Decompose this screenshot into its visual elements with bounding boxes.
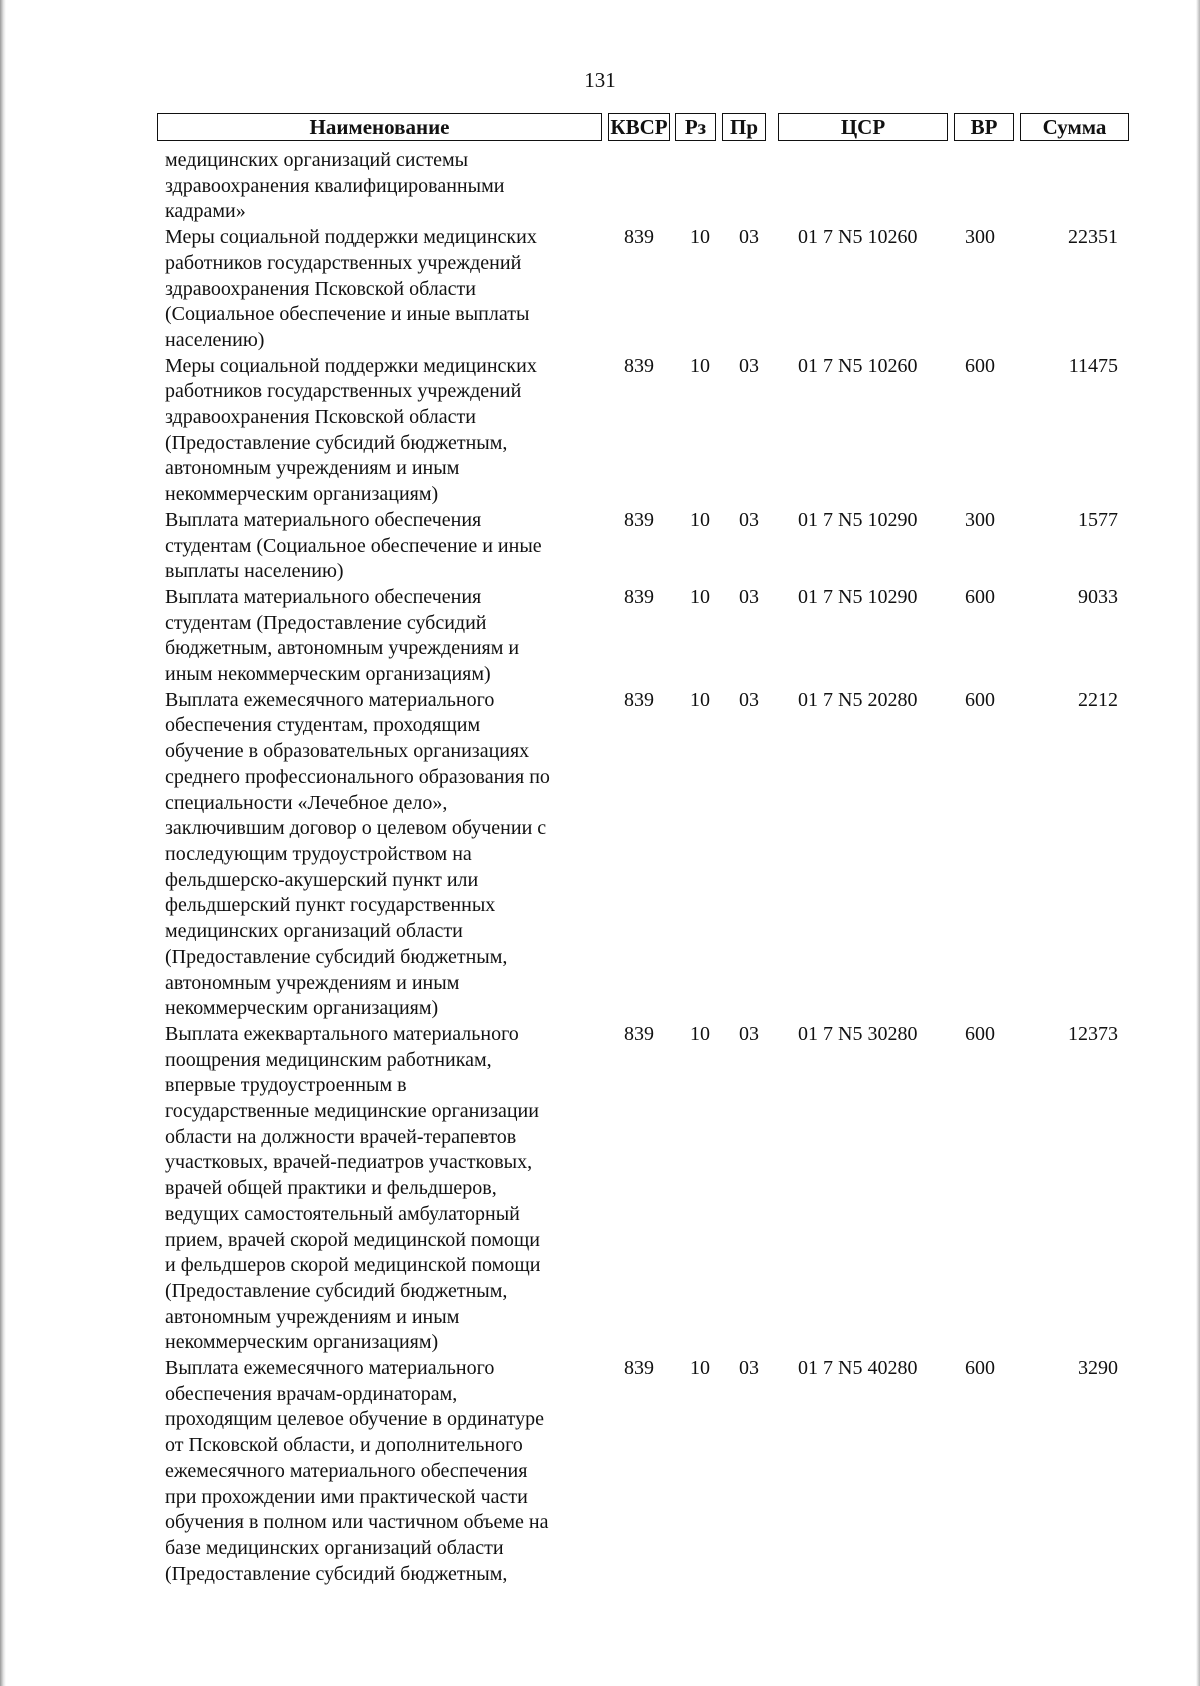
row-rz: 10 [690, 354, 710, 377]
row-vr: 300 [965, 226, 995, 249]
row-rz: 10 [690, 508, 710, 531]
table-row [0, 585, 1200, 688]
table-row [0, 508, 1200, 585]
row-rz: 10 [690, 226, 710, 249]
row-pr: 03 [739, 1357, 759, 1380]
table-row [0, 225, 1200, 354]
table-row [0, 1356, 1200, 1587]
page-number: 131 [584, 68, 616, 92]
row-name: Меры социальной поддержки медицинских работников государственных учреждений здравоохранения Псковской области (Социальное обеспечение и иные выплаты населению) [165, 226, 537, 351]
header-name: Наименование [157, 113, 602, 141]
row-kvsr: 839 [624, 508, 654, 531]
row-kvsr: 839 [624, 1357, 654, 1380]
row-name: медицинских организаций системы здравоохранения квалифицированными кадрами» [165, 149, 505, 223]
row-name: Меры социальной поддержки медицинских работников государственных учреждений здравоохранения Псковской области (Предоставление субсидий бюджетным, автономным учреждениям и иным некоммерческим организациям) [165, 354, 537, 506]
row-vr: 600 [965, 354, 995, 377]
row-pr: 03 [739, 688, 759, 711]
row-csr: 01 7 N5 10260 [798, 226, 918, 249]
row-vr: 600 [965, 585, 995, 608]
row-pr: 03 [739, 226, 759, 249]
row-vr: 300 [965, 508, 995, 531]
row-sum: 11475 [1068, 354, 1118, 377]
row-name: Выплата материального обеспечения студентам (Социальное обеспечение и иные выплаты населению) [165, 508, 542, 583]
header-pr: Пр [722, 113, 766, 141]
header-vr: ВР [954, 113, 1014, 141]
row-pr: 03 [739, 585, 759, 608]
row-csr: 01 7 N5 40280 [798, 1357, 918, 1380]
table-row [0, 354, 1200, 508]
row-sum: 12373 [1068, 1022, 1118, 1045]
row-csr: 01 7 N5 30280 [798, 1022, 918, 1045]
row-vr: 600 [965, 1357, 995, 1380]
row-csr: 01 7 N5 20280 [798, 688, 918, 711]
row-sum: 3290 [1078, 1357, 1118, 1380]
row-vr: 600 [965, 688, 995, 711]
row-rz: 10 [690, 585, 710, 608]
row-csr: 01 7 N5 10290 [798, 508, 918, 531]
row-pr: 03 [739, 1022, 759, 1045]
header-csr: ЦСР [778, 113, 948, 141]
header-rz: Рз [675, 113, 716, 141]
row-rz: 10 [690, 688, 710, 711]
row-kvsr: 839 [624, 688, 654, 711]
row-name: Выплата материального обеспечения студентам (Предоставление субсидий бюджетным, автономным учреждениям и иным некоммерческим организациям) [165, 585, 520, 686]
row-name: Выплата ежеквартального материального поощрения медицинским работникам, впервые трудоустроенным в государственные медицинские организации области на должности врачей-терапевтов участковых, врачей-педиатров участковых, врачей общей практики и фельдшеров, ведущих самостоятельный амбулаторный прием, врачей скорой медицинской помощи и фельдшеров скорой медицинской помощи (Предоставление субсидий бюджетным, автономным учреждениям и иным некоммерческим организациям) [165, 1022, 541, 1354]
row-name: Выплата ежемесячного материального обеспечения врачам-ординаторам, проходящим целевое обучение в ординатуре от Псковской области, и дополнительного ежемесячного материального обеспечения при прохождении ими практической части обучения в полном или частичном объеме на базе медицинских организаций области (Предоставление субсидий бюджетным, [165, 1357, 549, 1585]
row-name: Выплата ежемесячного материального обеспечения студентам, проходящим обучение в образовательных организациях среднего профессионального образования по специальности «Лечебное дело», заключившим договор о целевом обучении с последующим трудоустройством на фельдшерско-акушерский пункт или фельдшерский пункт государственных медицинских организаций области (Предоставление субсидий бюджетным, автономным учреждениям и иным некоммерческим организациям) [165, 688, 550, 1020]
row-sum: 2212 [1078, 688, 1118, 711]
table-row [0, 688, 1200, 1022]
row-sum: 1577 [1078, 508, 1118, 531]
row-sum: 22351 [1068, 226, 1118, 249]
row-kvsr: 839 [624, 354, 654, 377]
table-row [0, 148, 1200, 225]
row-rz: 10 [690, 1022, 710, 1045]
header-kvsr: КВСР [608, 113, 670, 141]
row-pr: 03 [739, 508, 759, 531]
row-sum: 9033 [1078, 585, 1118, 608]
row-pr: 03 [739, 354, 759, 377]
row-csr: 01 7 N5 10260 [798, 354, 918, 377]
table-row [0, 1022, 1200, 1356]
row-kvsr: 839 [624, 585, 654, 608]
row-csr: 01 7 N5 10290 [798, 585, 918, 608]
header-sum: Сумма [1020, 113, 1129, 141]
row-kvsr: 839 [624, 226, 654, 249]
row-vr: 600 [965, 1022, 995, 1045]
row-kvsr: 839 [624, 1022, 654, 1045]
table-body [0, 148, 1200, 1587]
row-rz: 10 [690, 1357, 710, 1380]
